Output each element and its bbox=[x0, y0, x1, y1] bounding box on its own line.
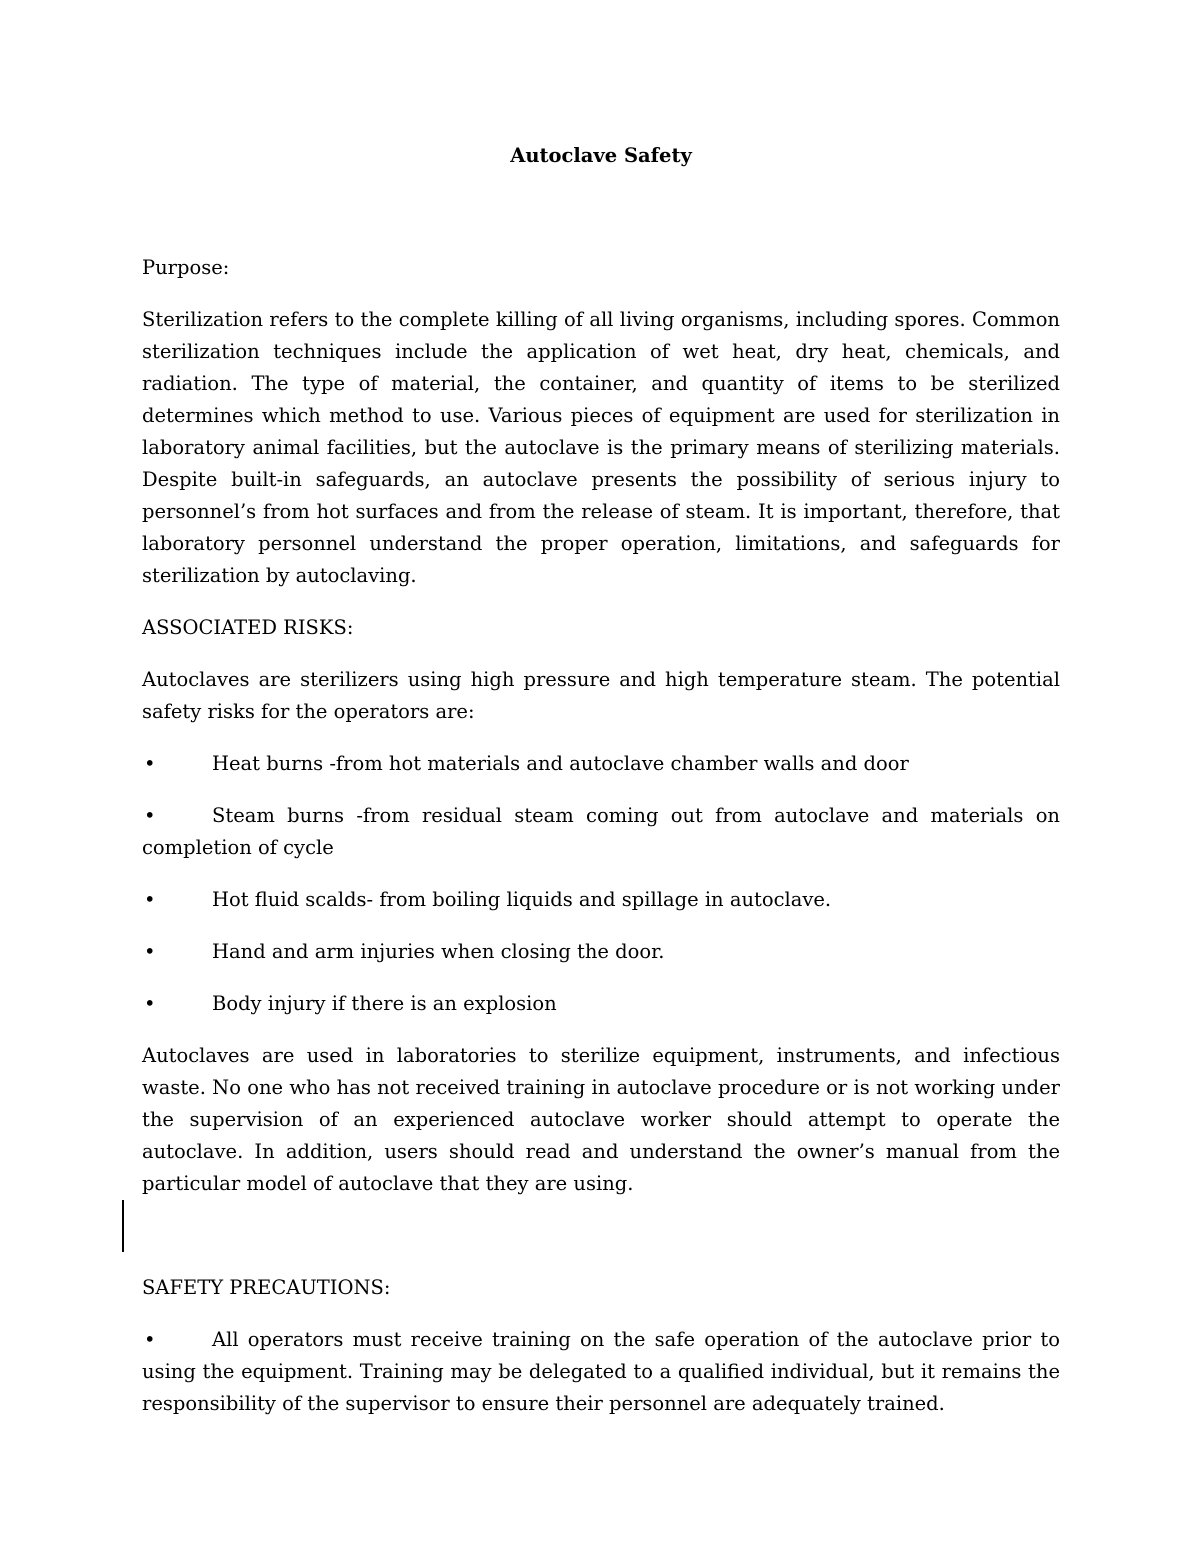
precautions-heading: SAFETY PRECAUTIONS: bbox=[142, 1276, 391, 1299]
risk-list-item bbox=[142, 988, 1060, 1020]
risks-heading: ASSOCIATED RISKS: bbox=[142, 616, 354, 639]
risk-list-item bbox=[142, 748, 1060, 780]
bullet-icon: • bbox=[144, 940, 156, 963]
bullet-icon: • bbox=[144, 888, 156, 911]
risk-item-text: Heat burns -from hot materials and autoclave chamber walls and door bbox=[212, 752, 909, 775]
risk-item-text: Hot fluid scalds- from boiling liquids and spillage in autoclave. bbox=[212, 888, 832, 911]
risks-intro-paragraph: Autoclaves are sterilizers using high pressure and high temperature steam. The potential safety risks for the operators are: bbox=[142, 668, 1060, 723]
risk-list-item bbox=[142, 800, 1060, 864]
document-body[interactable] bbox=[142, 140, 1060, 1440]
risk-item-text: Body injury if there is an explosion bbox=[212, 992, 557, 1015]
bullet-icon: • bbox=[144, 992, 156, 1015]
bullet-icon: • bbox=[144, 752, 156, 775]
document-title: Autoclave Safety bbox=[510, 144, 692, 167]
risk-list-item bbox=[142, 884, 1060, 916]
precaution-list-item bbox=[142, 1324, 1060, 1420]
bullet-icon: • bbox=[144, 1328, 156, 1351]
empty-line bbox=[142, 1220, 1060, 1272]
risk-list-item bbox=[142, 936, 1060, 968]
purpose-heading: Purpose: bbox=[142, 256, 230, 279]
risk-item-text: Steam burns -from residual steam coming out from autoclave and materials on completion of cycle bbox=[142, 804, 1060, 859]
text-cursor bbox=[122, 1200, 124, 1252]
bullet-icon: • bbox=[144, 804, 156, 827]
risk-item-text: Hand and arm injuries when closing the door. bbox=[212, 940, 665, 963]
precaution-item-text: All operators must receive training on the safe operation of the autoclave prior to using the equipment. Training may be delegated to a qualified individual, but it remains the responsibility of the supervisor to ensure their personnel are adequately trained. bbox=[142, 1328, 1060, 1415]
risks-closing-paragraph: Autoclaves are used in laboratories to sterilize equipment, instruments, and infectious waste. No one who has not received training in autoclave procedure or is not working under the supervision of an experienced autoclave worker should attempt to operate the autoclave. In addition, users should read and understand the owner’s manual from the particular model of autoclave that they are using. bbox=[142, 1044, 1060, 1195]
purpose-paragraph: Sterilization refers to the complete killing of all living organisms, including spores. Common sterilization techniques include the application of wet heat, dry heat, chemicals, and radiation. The type of material, the container, and quantity of items to be sterilized determines which method to use. Various pieces of equipment are used for sterilization in laboratory animal facilities, but the autoclave is the primary means of sterilizing materials. Despite built-in safeguards, an autoclave presents the possibility of serious injury to personnel’s from hot surfaces and from the release of steam. It is important, therefore, that laboratory personnel understand the proper operation, limitations, and safeguards for sterilization by autoclaving. bbox=[142, 308, 1060, 587]
